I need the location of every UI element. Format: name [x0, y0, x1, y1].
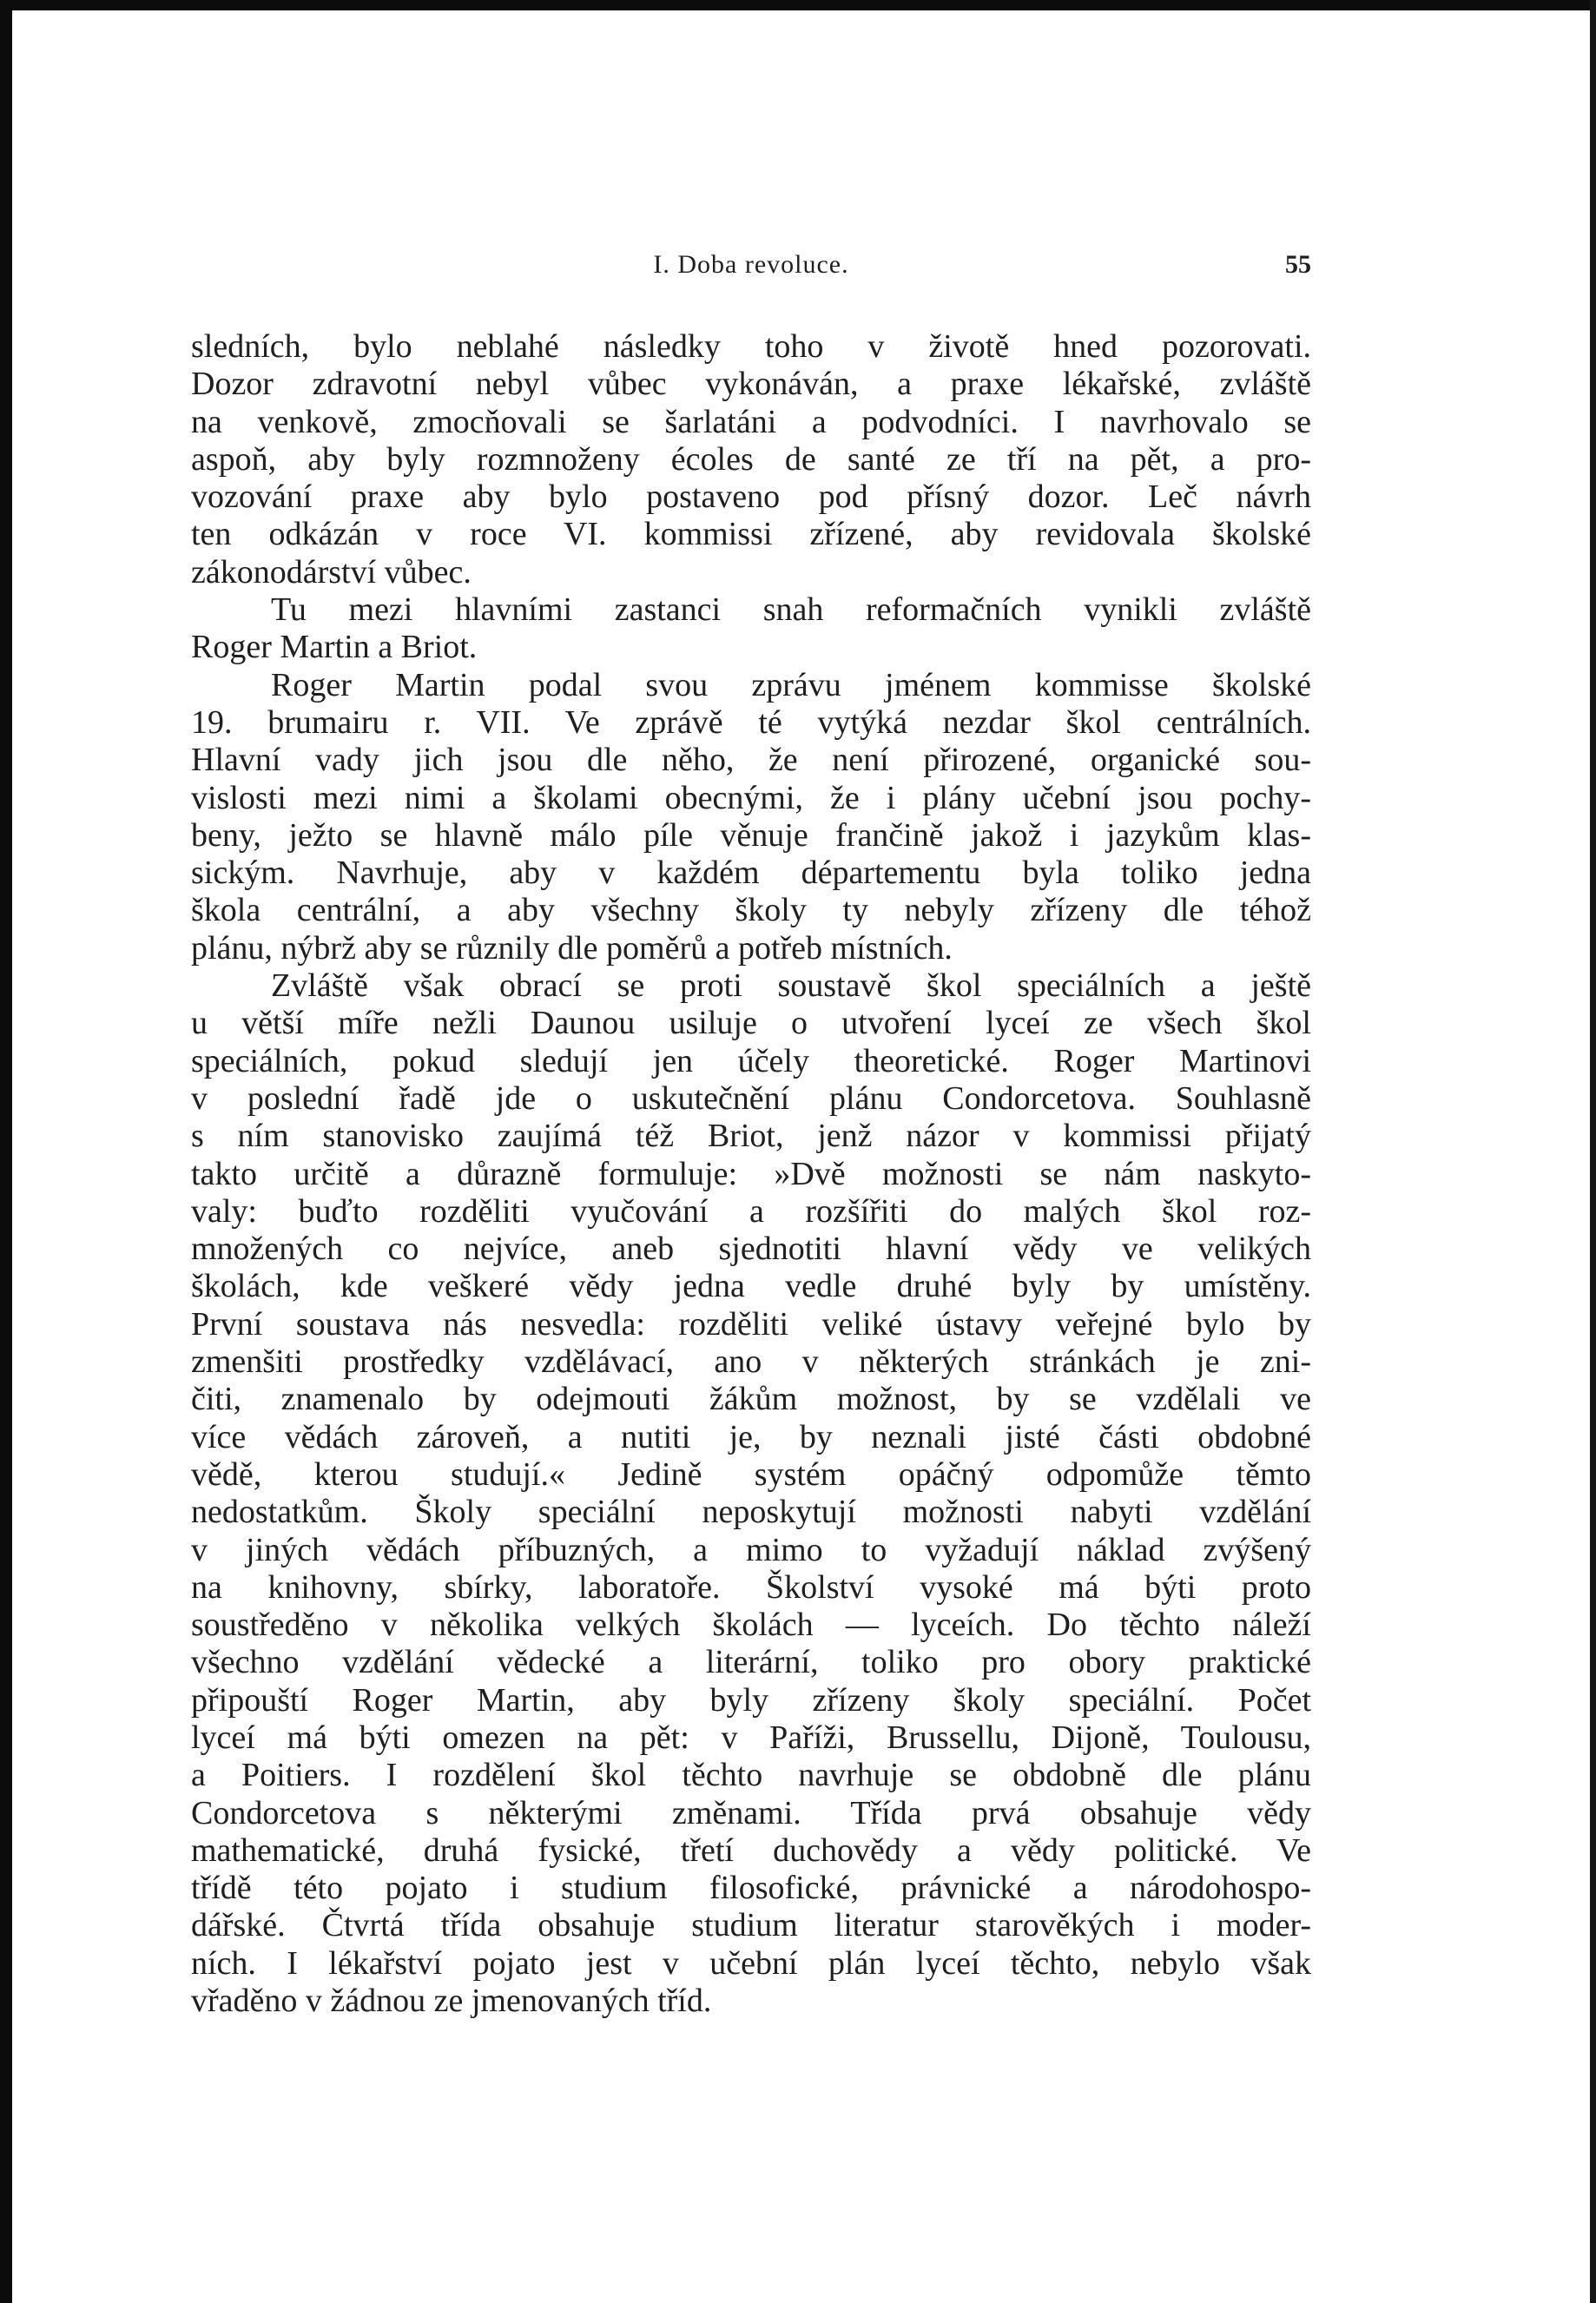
text-line: na knihovny, sbírky, laboratoře. Školství vysoké má býti proto	[191, 1568, 1311, 1606]
text-line: ten odkázán v roce VI. kommissi zřízené, aby revidovala školské	[191, 516, 1311, 553]
text-line: speciálních, pokud sledují jen účely theoretické. Roger Martinovi	[191, 1042, 1311, 1079]
text-line: Hlavní vady jich jsou dle něho, že není přirozené, organické sou-	[191, 742, 1311, 779]
text-line: Roger Martin a Briot.	[191, 629, 478, 666]
text-line: sickým. Navrhuje, aby v každém départementu byla toliko jedna	[191, 855, 1311, 892]
text-line: lyceí má býti omezen na pět: v Paříži, Brussellu, Dijoně, Toulousu,	[191, 1719, 1311, 1756]
text-line: beny, ježto se hlavně málo píle věnuje frančině jakož i jazykům klas-	[191, 816, 1311, 854]
text-line: všechno vzdělání vědecké a literární, toliko pro obory praktické	[191, 1644, 1311, 1681]
text-line: zmenšiti prostředky vzdělávací, ano v některých stránkách je zni-	[191, 1343, 1311, 1381]
text-line: aspoň, aby byly rozmnoženy écoles de santé ze tří na pět, a pro-	[191, 440, 1311, 478]
text-line: valy: buďto rozděliti vyučování a rozšířiti do malých škol roz-	[191, 1192, 1311, 1230]
text-line: Tu mezi hlavními zastanci snah reformačních vynikli zvláště	[271, 591, 1311, 629]
text-line: Dozor zdravotní nebyl vůbec vykonáván, a praxe lékařské, zvláště	[191, 366, 1311, 403]
text-line: vislosti mezi nimi a školami obecnými, že i plány učební jsou pochy-	[191, 779, 1311, 816]
text-line: u větší míře nežli Daunou usiluje o utvoření lyceí ze všech škol	[191, 1005, 1311, 1042]
body-text	[191, 328, 1311, 2020]
text-line: soustředěno v několika velkých školách — lyceích. Do těchto náleží	[191, 1607, 1311, 1644]
text-line: škola centrální, a aby všechny školy ty nebyly zřízeny dle téhož	[191, 892, 1311, 929]
page-header	[191, 250, 1311, 294]
text-line: Roger Martin podal svou zprávu jménem kommisse školské	[271, 666, 1311, 703]
text-line: a Poitiers. I rozdělení škol těchto navrhuje se obdobně dle plánu	[191, 1757, 1311, 1794]
text-line: 19. brumairu r. VII. Ve zprávě té vytýká nezdar škol centrálních.	[191, 703, 1311, 741]
text-line: vřaděno v žádnou ze jmenovaných tříd.	[191, 1983, 712, 2020]
text-line: v jiných vědách příbuzných, a mimo to vyžadují náklad zvýšený	[191, 1531, 1311, 1568]
text-line: Zvláště však obrací se proti soustavě škol speciálních a ještě	[271, 967, 1311, 1005]
text-line: mathematické, druhá fysické, třetí duchovědy a vědy politické. Ve	[191, 1831, 1311, 1869]
text-line: takto určitě a důrazně formuluje: »Dvě možnosti se nám naskyto-	[191, 1155, 1311, 1192]
text-line: připouští Roger Martin, aby byly zřízeny školy speciální. Počet	[191, 1681, 1311, 1719]
text-line: sledních, bylo neblahé následky toho v životě hned pozorovati.	[191, 328, 1311, 365]
text-line: zákonodárství vůbec.	[191, 553, 472, 591]
text-line: plánu, nýbrž aby se různily dle poměrů a potřeb místních.	[191, 929, 953, 967]
text-line: více vědách zároveň, a nutiti je, by neznali jisté části obdobné	[191, 1418, 1311, 1455]
text-line: množených co nejvíce, aneb sjednotiti hlavní vědy ve velikých	[191, 1231, 1311, 1268]
text-line: na venkově, zmocňovali se šarlatáni a podvodníci. I navrhovalo se	[191, 403, 1311, 440]
text-line: třídě této pojato i studium filosofické, právnické a národohospo-	[191, 1870, 1311, 1907]
scan-edge-right	[1590, 0, 1596, 2303]
text-line: v poslední řadě jde o uskutečnění plánu Condorcetova. Souhlasně	[191, 1079, 1311, 1117]
text-line: dářské. Čtvrtá třída obsahuje studium literatur starověkých i moder-	[191, 1907, 1311, 1944]
page-number: 55	[1285, 250, 1311, 279]
text-line: ních. I lékařství pojato jest v učební plán lyceí těchto, nebylo však	[191, 1944, 1311, 1982]
text-line: čiti, znamenalo by odejmouti žákům možnost, by se vzdělali ve	[191, 1381, 1311, 1418]
scan-edge-left	[0, 0, 12, 2303]
text-line: vozování praxe aby bylo postaveno pod přísný dozor. Leč návrh	[191, 478, 1311, 516]
text-line: První soustava nás nesvedla: rozděliti veliké ústavy veřejné bylo by	[191, 1305, 1311, 1343]
text-line: Condorcetova s některými změnami. Třída prvá obsahuje vědy	[191, 1794, 1311, 1831]
text-line: vědě, kterou studují.« Jedině systém opáčný odpomůže těmto	[191, 1455, 1311, 1493]
running-head: I. Doba revoluce.	[653, 250, 849, 279]
text-line: nedostatkům. Školy speciální neposkytují možnosti nabyti vzdělání	[191, 1494, 1311, 1531]
scan-edge-top	[0, 0, 1596, 10]
text-line: školách, kde veškeré vědy jedna vedle druhé byly by umístěny.	[191, 1268, 1311, 1305]
text-line: s ním stanovisko zaujímá též Briot, jenž názor v kommissi přijatý	[191, 1118, 1311, 1155]
